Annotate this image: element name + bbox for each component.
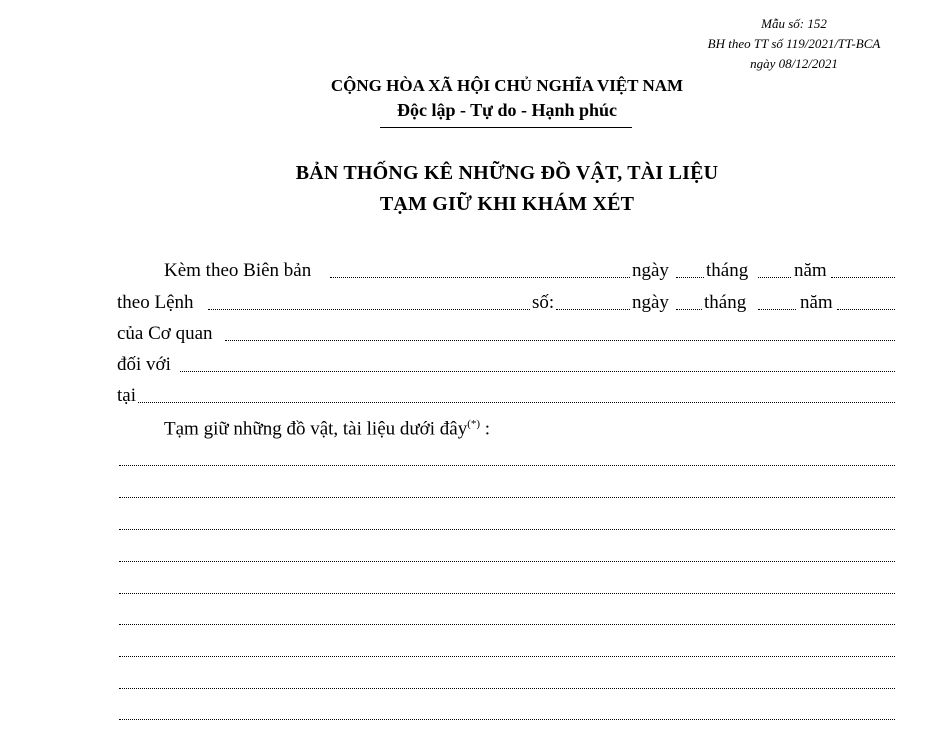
place-row (0, 381, 948, 407)
item-entry-line-4[interactable] (119, 561, 895, 562)
items-intro-row (0, 414, 948, 440)
subject-field[interactable] (180, 371, 895, 372)
item-entry-line-5[interactable] (119, 593, 895, 594)
record-month-field[interactable] (758, 277, 791, 278)
subject-label: đối với (117, 354, 171, 375)
form-code-block (684, 14, 904, 74)
form-number: Mẫu số: 152 (761, 16, 827, 31)
order-day-label: ngày (632, 292, 669, 313)
document-title-line-2: TẠM GIỮ KHI KHÁM XÉT (379, 193, 635, 215)
order-number-field[interactable] (556, 309, 630, 310)
item-entry-line-1[interactable] (119, 465, 895, 466)
item-entry-line-7[interactable] (119, 656, 895, 657)
items-intro-label (164, 413, 490, 440)
form-issue-date: ngày 08/12/2021 (750, 56, 838, 71)
record-day-label: ngày (632, 260, 669, 281)
order-number-label: số: (532, 292, 555, 313)
items-intro-colon: : (484, 418, 491, 439)
order-row (0, 288, 948, 314)
item-entry-line-2[interactable] (119, 497, 895, 498)
order-field[interactable] (208, 309, 530, 310)
order-year-label: năm (800, 292, 833, 313)
place-label: tại (117, 385, 136, 406)
item-entry-line-9[interactable] (119, 719, 895, 720)
record-month-label: tháng (706, 260, 749, 281)
order-month-label: tháng (704, 292, 747, 313)
record-day-field[interactable] (676, 277, 704, 278)
agency-field[interactable] (225, 340, 895, 341)
footnote-marker: (*) (467, 417, 481, 430)
national-motto: Độc lập - Tự do - Hạnh phúc (396, 100, 618, 120)
motto-underline (380, 127, 632, 128)
item-entry-line-3[interactable] (119, 529, 895, 530)
record-year-label: năm (794, 260, 827, 281)
form-issued-by: BH theo TT số 119/2021/TT-BCA (707, 36, 881, 51)
agency-row (0, 319, 948, 345)
attached-record-row (0, 256, 948, 282)
subject-row (0, 350, 948, 376)
item-entry-line-8[interactable] (119, 688, 895, 689)
attached-record-label: Kèm theo Biên bản (164, 260, 312, 281)
document-title-line-1: BẢN THỐNG KÊ NHỮNG ĐỒ VẬT, TÀI LIỆU (295, 162, 719, 184)
order-month-field[interactable] (758, 309, 796, 310)
place-field[interactable] (138, 402, 895, 403)
order-day-field[interactable] (676, 309, 702, 310)
item-entry-line-6[interactable] (119, 624, 895, 625)
agency-label: của Cơ quan (117, 323, 213, 344)
attached-record-field[interactable] (330, 277, 630, 278)
order-year-field[interactable] (837, 309, 895, 310)
national-name: CỘNG HÒA XÃ HỘI CHỦ NGHĨA VIỆT NAM (330, 76, 684, 95)
items-intro-text: Tạm giữ những đồ vật, tài liệu dưới đây (164, 418, 468, 439)
order-label: theo Lệnh (117, 292, 194, 313)
record-year-field[interactable] (831, 277, 895, 278)
